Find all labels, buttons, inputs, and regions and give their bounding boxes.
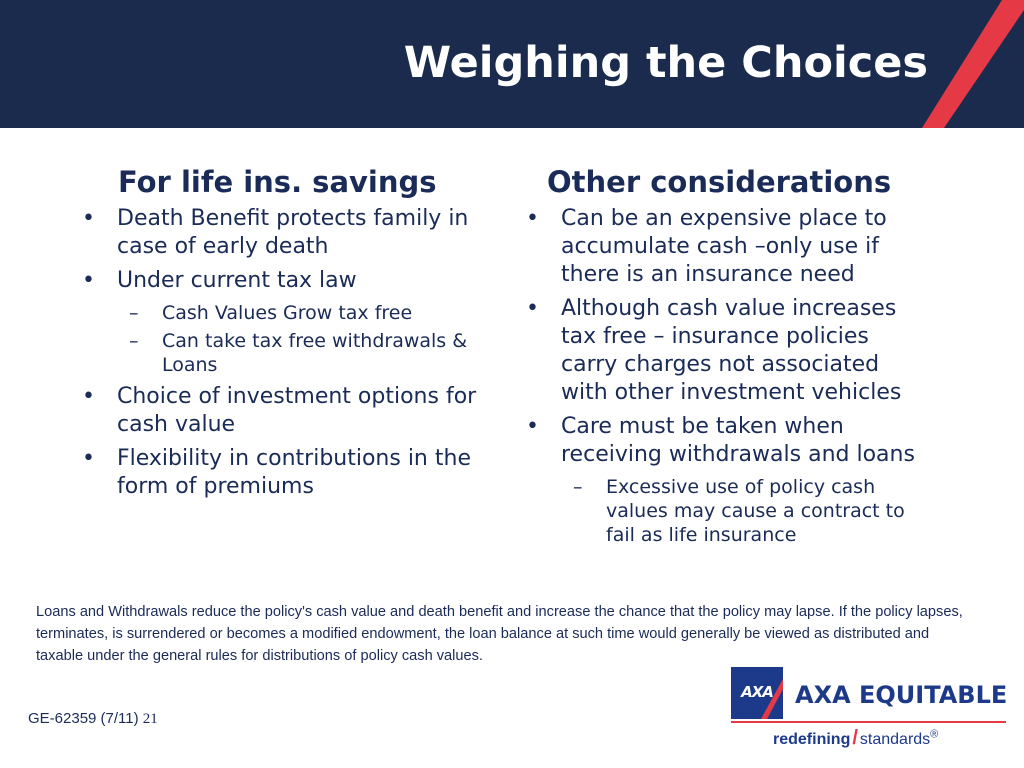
sub-list-item	[561, 475, 932, 547]
left-column-heading: For life ins. savings	[118, 165, 437, 199]
tagline-bold: redefining	[773, 731, 851, 748]
list-item	[78, 445, 498, 501]
bullet-text: Choice of investment options for cash value	[117, 384, 477, 437]
sub-bullet-list	[561, 475, 932, 547]
sub-list-item	[117, 301, 498, 325]
brand-name: AXA EQUITABLE	[795, 681, 1008, 709]
bullet-text: Death Benefit protects family in case of early death	[117, 206, 469, 259]
dash-icon: –	[129, 302, 139, 324]
sub-bullet-text: Cash Values Grow tax free	[162, 302, 413, 324]
left-column	[78, 165, 498, 507]
list-item	[78, 205, 498, 261]
bullet-icon: •	[526, 296, 539, 321]
logo-divider	[731, 721, 1006, 723]
document-code: GE-62359 (7/11)	[28, 710, 139, 727]
title-bar	[0, 0, 1024, 128]
bullet-icon: •	[82, 206, 95, 231]
list-item	[78, 267, 498, 377]
footer	[28, 710, 158, 728]
dash-icon: –	[129, 330, 139, 352]
dash-icon: –	[573, 476, 583, 498]
list-item	[78, 383, 498, 439]
bullet-text: Although cash value increases tax free – insurance policies carry charges not associated with other investment vehicles	[561, 296, 902, 405]
page-number: 21	[142, 711, 158, 727]
bullet-text: Flexibility in contributions in the form of premiums	[117, 446, 471, 499]
tagline-slash: /	[852, 727, 858, 749]
list-item	[522, 295, 932, 407]
axa-equitable-logo	[731, 667, 1009, 753]
bullet-icon: •	[82, 268, 95, 293]
left-bullet-list	[78, 205, 498, 501]
list-item	[522, 413, 932, 547]
bullet-icon: •	[82, 384, 95, 409]
bullet-text: Under current tax law	[117, 268, 357, 293]
tagline	[773, 727, 938, 750]
right-bullet-list	[522, 205, 932, 547]
tagline-rest: standards	[859, 731, 931, 748]
bullet-icon: •	[526, 206, 539, 231]
disclaimer-text: Loans and Withdrawals reduce the policy's cash value and death benefit and increase the chance that the policy may lapse. If the policy lapses, terminates, is surrendered or becomes a modified endowment, the loan balance at such time would generally be viewed as distributed and taxable under the general rules for distributions of policy cash values.	[36, 603, 963, 664]
sub-bullet-list	[117, 301, 498, 377]
right-column	[522, 165, 932, 553]
bullet-text: Can be an expensive place to accumulate cash –only use if there is an insurance need	[561, 206, 887, 287]
bullet-icon: •	[526, 414, 539, 439]
sub-list-item	[117, 329, 498, 377]
registered-mark: ®	[930, 728, 939, 741]
slide-title: Weighing the Choices	[403, 38, 928, 88]
bullet-text: Care must be taken when receiving withdrawals and loans	[561, 414, 915, 467]
bullet-icon: •	[82, 446, 95, 471]
sub-bullet-text: Can take tax free withdrawals & Loans	[162, 330, 468, 376]
list-item	[522, 205, 932, 289]
axa-mark-text: AXA	[741, 683, 773, 701]
right-column-heading: Other considerations	[547, 165, 892, 199]
axa-logo-mark	[731, 667, 783, 719]
sub-bullet-text: Excessive use of policy cash values may cause a contract to fail as life insurance	[606, 476, 905, 546]
